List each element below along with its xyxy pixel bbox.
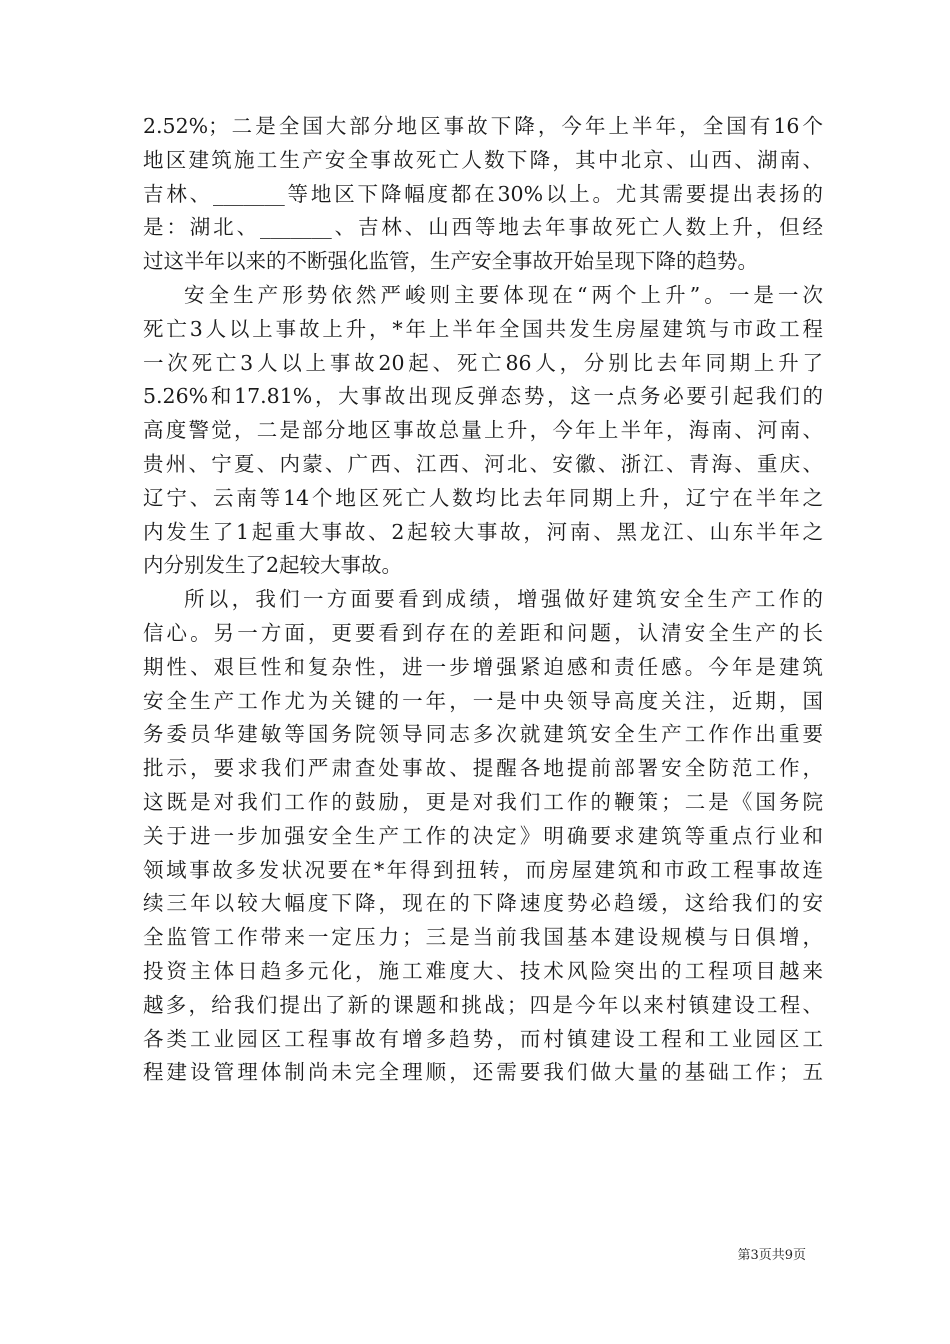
document-body [143, 110, 823, 1090]
text-line: 全监管工作带来一定压力；三是当前我国基本建设规模与日俱增， [143, 925, 823, 950]
text-line: 安全生产工作尤为关键的一年，一是中央领导高度关注，近期，国 [143, 688, 823, 713]
text-line: 高度警觉，二是部分地区事故总量上升，今年上半年，海南、河南、 [143, 418, 823, 443]
page-footer [0, 1244, 950, 1263]
text-line: 过这半年以来的不断强化监管，生产安全事故开始呈现下降的趋势。 [143, 249, 758, 274]
text-line: 期性、艰巨性和复杂性，进一步增强紧迫感和责任感。今年是建筑 [143, 654, 823, 679]
text-line: 死亡3人以上事故上升，*年上半年全国共发生房屋建筑与市政工程 [143, 316, 823, 341]
text-line: 领域事故多发状况要在*年得到扭转，而房屋建筑和市政工程事故连 [143, 857, 823, 882]
text-line: 越多，给我们提出了新的课题和挑战；四是今年以来村镇建设工程、 [143, 992, 823, 1017]
paragraph-1 [143, 110, 823, 279]
text-line: 批示，要求我们严肃查处事故、提醒各地提前部署安全防范工作， [143, 756, 823, 781]
text-line: 内发生了1起重大事故、2起较大事故，河南、黑龙江、山东半年之 [143, 519, 823, 544]
text-line: 辽宁、云南等14个地区死亡人数均比去年同期上升，辽宁在半年之 [143, 485, 823, 510]
text-line: 所以，我们一方面要看到成绩，增强做好建筑安全生产工作的 [184, 587, 823, 612]
page-number: 第3页共9页 [737, 1248, 806, 1263]
text-line: 地区建筑施工生产安全事故死亡人数下降，其中北京、山西、湖南、 [143, 147, 823, 172]
text-line: 一次死亡3人以上事故20起、死亡86人，分别比去年同期上升了 [143, 350, 823, 375]
text-line: 5.26%和17.81%，大事故出现反弹态势，这一点务必要引起我们的 [143, 384, 823, 409]
text-line: 各类工业园区工程事故有增多趋势，而村镇建设工程和工业园区工 [143, 1026, 823, 1051]
text-line: 这既是对我们工作的鼓励，更是对我们工作的鞭策；二是《国务院 [143, 789, 823, 814]
text-line: 2.52%；二是全国大部分地区事故下降，今年上半年，全国有16个 [143, 114, 823, 138]
text-line: 关于进一步加强安全生产工作的决定》明确要求建筑等重点行业和 [143, 823, 823, 848]
text-line: 程建设管理体制尚未完全理顺，还需要我们做大量的基础工作；五 [143, 1060, 823, 1085]
text-line: 续三年以较大幅度下降，现在的下降速度势必趋缓，这给我们的安 [143, 891, 823, 916]
text-line: 是：湖北、_______、吉林、山西等地去年事故死亡人数上升，但经 [143, 215, 823, 240]
paragraph-2 [143, 279, 823, 583]
text-line: 务委员华建敏等国务院领导同志多次就建筑安全生产工作作出重要 [143, 722, 823, 747]
text-line: 投资主体日趋多元化，施工难度大、技术风险突出的工程项目越来 [143, 958, 823, 983]
text-line: 安全生产形势依然严峻则主要体现在“两个上升”。一是一次 [184, 282, 823, 307]
text-line: 内分别发生了2起较大事故。 [143, 553, 403, 578]
paragraph-3 [143, 583, 823, 1090]
text-line: 吉林、_______等地区下降幅度都在30%以上。尤其需要提出表扬的 [143, 181, 823, 206]
text-line: 信心。另一方面，更要看到存在的差距和问题，认清安全生产的长 [143, 620, 823, 645]
text-line: 贵州、宁夏、内蒙、广西、江西、河北、安徽、浙江、青海、重庆、 [143, 451, 823, 476]
